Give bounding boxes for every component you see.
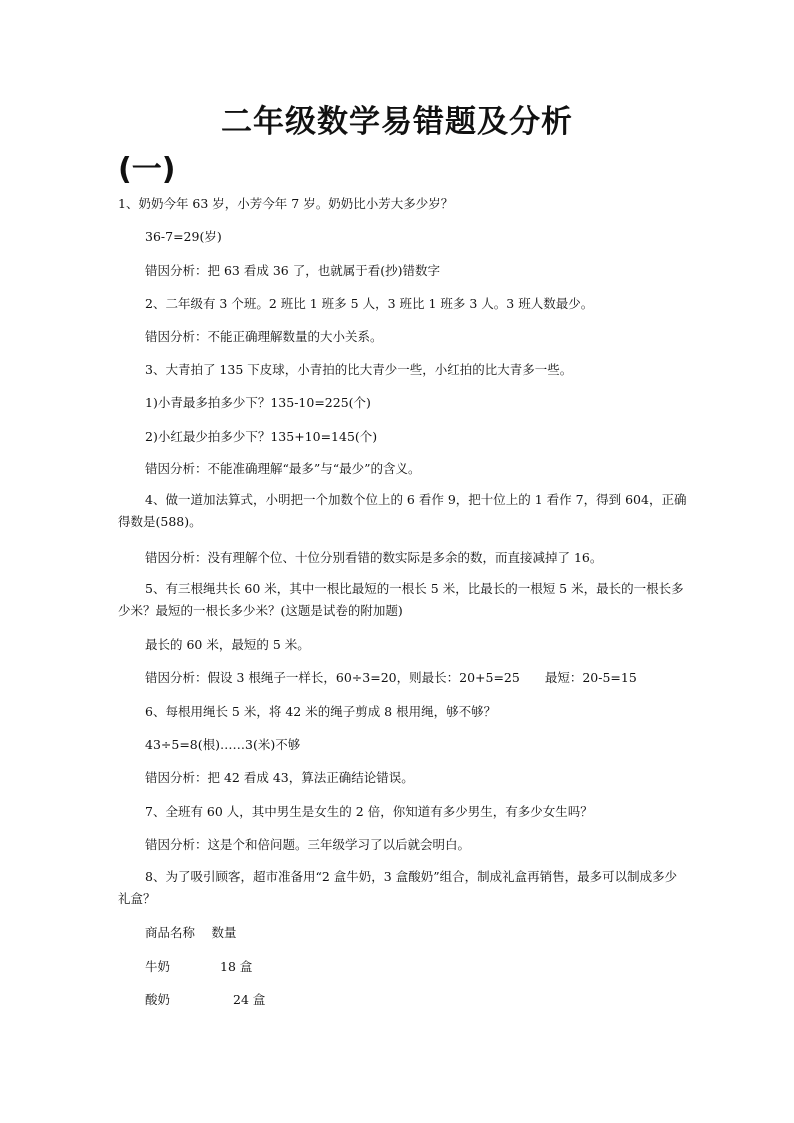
table-row-2-qty: 24 盒 [233,992,266,1007]
answer-1: 36-7=29(岁) [145,229,222,244]
analysis-3: 错因分析：不能准确理解“最多”与“最少”的含义。 [145,461,421,476]
question-3: 3、大青拍了 135 下皮球，小青拍的比大青少一些，小红拍的比大青多一些。 [145,362,573,377]
analysis-4: 错因分析：没有理解个位、十位分别看错的数实际是多余的数，而直接减掉了 16。 [145,550,603,565]
table-row-1-qty: 18 盒 [220,959,253,974]
analysis-2: 错因分析：不能正确理解数量的大小关系。 [145,329,383,344]
document-title: 二年级数学易错题及分析 [221,104,573,140]
question-8: 8、为了吸引顾客，超市准备用“2 盒牛奶，3 盒酸奶”组合，制成礼盒再销售，最多可以制成多少礼盒？ [118,869,678,906]
table-row-1-name: 牛奶 [145,959,171,974]
table-row-2-name: 酸奶 [145,992,171,1007]
question-4: 4、做一道加法算式，小明把一个加数个位上的 6 看作 9，把十位上的 1 看作 7，得到 604，正确得数是(588)。 [118,492,687,529]
answer-5: 最长的 60 米，最短的 5 米。 [145,637,310,652]
answer-6: 43÷5=8(根)……3(米)不够 [145,737,301,752]
question-7: 7、全班有 60 人，其中男生是女生的 2 倍，你知道有多少男生，有多少女生吗？ [145,804,593,819]
question-3-part-2: 2)小红最少拍多少下？135+10=145(个) [145,429,378,444]
analysis-1: 错因分析：把 63 看成 36 了，也就属于看(抄)错数字 [145,263,440,278]
question-1: 1、奶奶今年 63 岁，小芳今年 7 岁。奶奶比小芳大多少岁？ [118,196,454,211]
section-heading: (一) [118,152,176,187]
analysis-6: 错因分析：把 42 看成 43，算法正确结论错误。 [145,770,414,785]
question-3-part-1: 1)小青最多拍多少下？135-10=225(个) [145,395,371,410]
question-5: 5、有三根绳共长 60 米，其中一根比最短的一根长 5 米，比最长的一根短 5 米，最长的一根长多少米？最短的一根长多少米？(这题是试卷的附加题) [118,581,684,618]
question-2: 2、二年级有 3 个班。2 班比 1 班多 5 人，3 班比 1 班多 3 人。3 班人数最少。 [145,296,594,311]
analysis-7: 错因分析：这是个和倍问题。三年级学习了以后就会明白。 [145,837,471,852]
question-6: 6、每根用绳长 5 米，将 42 米的绳子剪成 8 根用绳，够不够？ [145,704,497,719]
table-header: 商品名称 数量 [145,925,237,940]
analysis-5: 错因分析：假设 3 根绳子一样长，60÷3=20，则最长：20+5=25 最短：20-5=15 [145,670,637,685]
